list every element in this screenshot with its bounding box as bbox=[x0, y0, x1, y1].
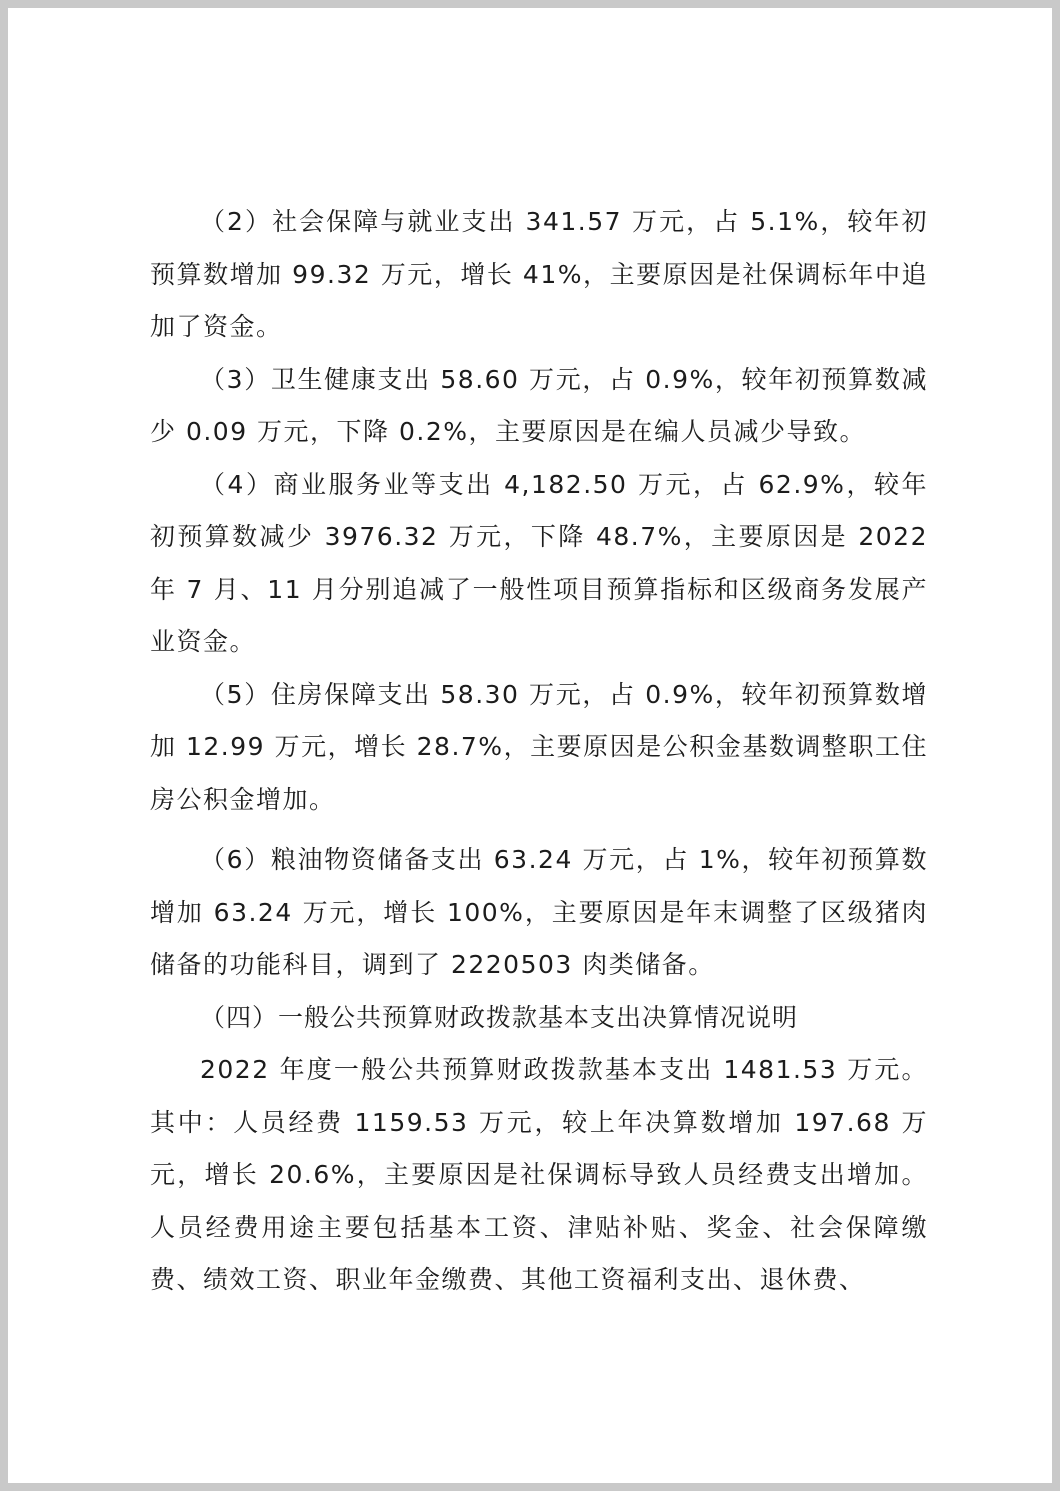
document-body bbox=[150, 196, 928, 1307]
paragraph-commerce: （4）商业服务业等支出 4,182.50 万元，占 62.9%，较年初预算数减少 3976.32 万元，下降 48.7%，主要原因是 2022 年 7 月、11 月分别追减了一般性项目预算指标和区级商务发展产业资金。 bbox=[150, 469, 928, 656]
paragraph-social-security: （2）社会保障与就业支出 341.57 万元，占 5.1%，较年初预算数增加 99.32 万元，增长 41%，主要原因是社保调标年中追加了资金。 bbox=[150, 207, 928, 341]
document-page bbox=[8, 8, 1052, 1483]
paragraph-housing: （5）住房保障支出 58.30 万元，占 0.9%，较年初预算数增加 12.99 万元，增长 28.7%，主要原因是公积金基数调整职工住房公积金增加。 bbox=[150, 679, 928, 814]
section-heading: （四）一般公共预算财政拨款基本支出决算情况说明 bbox=[200, 1002, 799, 1032]
paragraph-health: （3）卫生健康支出 58.60 万元，占 0.9%，较年初预算数减少 0.09 万元，下降 0.2%，主要原因是在编人员减少导致。 bbox=[150, 364, 928, 446]
paragraph-grain-reserve: （6）粮油物资储备支出 63.24 万元，占 1%，较年初预算数增加 63.24 万元，增长 100%，主要原因是年末调整了区级猪肉储备的功能科目，调到了 2220503 肉类储备。 bbox=[150, 845, 928, 979]
paragraph-basic-expenditure: 2022 年度一般公共预算财政拨款基本支出 1481.53 万元。其中：人员经费 1159.53 万元，较上年决算数增加 197.68 万元，增长 20.6%，主要原因是社保调标导致人员经费支出增加。人员经费用途主要包括基本工资、津贴补贴、奖金、社会保障缴费、绩效工资、职业年金缴费、其他工资福利支出、退休费、 bbox=[150, 1055, 928, 1294]
